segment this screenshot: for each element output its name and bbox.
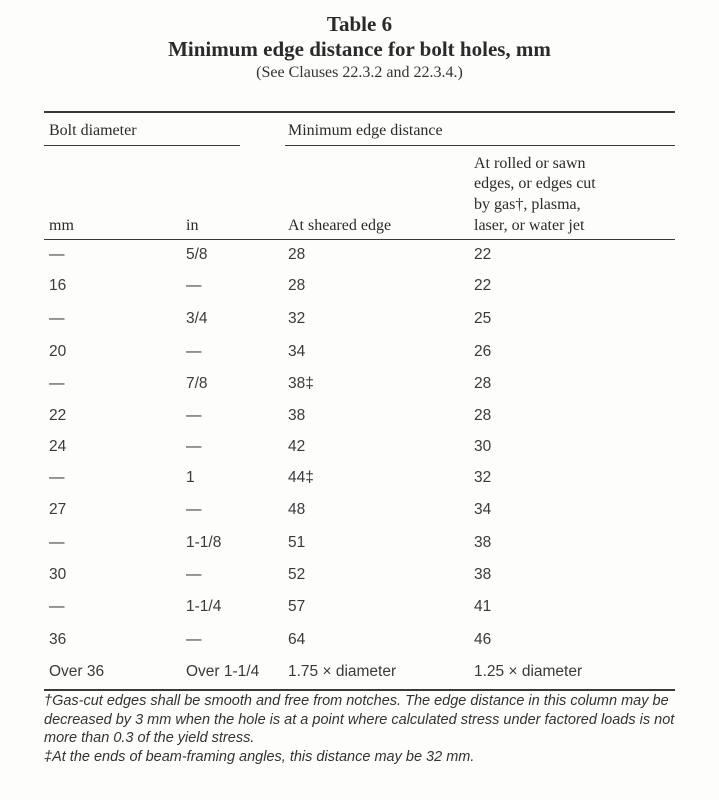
cell-sheared: 32: [288, 310, 306, 327]
cell-sheared: 52: [288, 566, 306, 583]
cell-in: 1-1/4: [186, 598, 222, 615]
cell-in: —: [186, 343, 202, 360]
cell-rolled: 38: [474, 534, 492, 551]
cell-sheared: 38‡: [288, 375, 314, 392]
header-mm: mm: [49, 217, 74, 234]
header-minimum-edge-distance: Minimum edge distance: [288, 122, 443, 139]
table-row: [0, 271, 719, 301]
cell-mm: —: [49, 469, 65, 486]
cell-in: —: [186, 277, 202, 294]
cell-mm: —: [49, 310, 65, 327]
cell-in: 1: [186, 469, 195, 486]
footnote-gas-cut: †Gas-cut edges shall be smooth and free from notches. The edge distance in this column may be decreased by 3 mm when the hole is at a point where calculated stress under factored loads is not more than 0.3 of the yield stress.: [44, 693, 675, 746]
cell-rolled: 22: [474, 246, 492, 263]
cell-rolled: 34: [474, 501, 492, 518]
cell-sheared: 64: [288, 631, 306, 648]
table-number: Table 6: [326, 12, 393, 36]
cell-in: —: [186, 438, 202, 455]
table-footnotes: [44, 692, 684, 766]
cell-rolled: 46: [474, 631, 492, 648]
header-bolt-diameter: Bolt diameter: [49, 122, 137, 139]
header-rolled-line-4: laser, or water jet: [474, 217, 585, 234]
table-row: [0, 337, 719, 367]
cell-mm: 16: [49, 277, 67, 294]
cell-sheared: 48: [288, 501, 306, 518]
cell-sheared: 1.75 × diameter: [288, 663, 397, 680]
table-row: [0, 560, 719, 590]
cell-rolled: 26: [474, 343, 492, 360]
header-rolled-line-3: by gas†, plasma,: [474, 196, 581, 213]
top-rule: [44, 111, 675, 113]
cell-sheared: 57: [288, 598, 306, 615]
header-rolled-line-2: edges, or edges cut: [474, 175, 596, 192]
table-bottom-rule: [44, 689, 675, 691]
cell-mm: —: [49, 375, 65, 392]
cell-rolled: 25: [474, 310, 492, 327]
cell-rolled: 30: [474, 438, 492, 455]
table-title: Minimum edge distance for bolt holes, mm: [168, 37, 551, 61]
table-row: [0, 369, 719, 399]
table-row: [0, 528, 719, 558]
cell-in: —: [186, 407, 202, 424]
table-row: [0, 463, 719, 493]
cell-in: 1-1/8: [186, 534, 222, 551]
cell-rolled: 28: [474, 375, 492, 392]
cell-mm: —: [49, 246, 65, 263]
table-row: [0, 304, 719, 334]
cell-in: —: [186, 631, 202, 648]
cell-in: —: [186, 566, 202, 583]
cell-in: —: [186, 501, 202, 518]
table-row: [0, 240, 719, 270]
cell-rolled: 38: [474, 566, 492, 583]
cell-mm: 30: [49, 566, 67, 583]
table-row: [0, 592, 719, 622]
header-in: in: [186, 217, 199, 234]
cell-sheared: 44‡: [288, 469, 314, 486]
cell-sheared: 51: [288, 534, 306, 551]
cell-in: 7/8: [186, 375, 208, 392]
table-title-block: [0, 12, 719, 84]
footnote-beam-framing: ‡At the ends of beam-framing angles, this distance may be 32 mm.: [44, 748, 475, 765]
clause-reference: (See Clauses 22.3.2 and 22.3.4.): [256, 64, 463, 81]
cell-mm: 36: [49, 631, 67, 648]
cell-rolled: 22: [474, 277, 492, 294]
cell-sheared: 42: [288, 438, 306, 455]
cell-rolled: 32: [474, 469, 492, 486]
cell-rolled: 1.25 × diameter: [474, 663, 583, 680]
cell-sheared: 28: [288, 246, 306, 263]
cell-rolled: 41: [474, 598, 492, 615]
cell-mm: —: [49, 598, 65, 615]
cell-sheared: 28: [288, 277, 306, 294]
cell-in: 3/4: [186, 310, 208, 327]
cell-mm: —: [49, 534, 65, 551]
cell-mm: 24: [49, 438, 67, 455]
cell-rolled: 28: [474, 407, 492, 424]
cell-mm: 20: [49, 343, 67, 360]
bolt-group-rule: [44, 145, 240, 146]
table-row: [0, 432, 719, 462]
cell-in: Over 1-1/4: [186, 663, 260, 680]
cell-in: 5/8: [186, 246, 208, 263]
cell-sheared: 38: [288, 407, 306, 424]
header-rolled-line-1: At rolled or sawn: [474, 155, 586, 172]
table-row: [0, 657, 719, 687]
cell-sheared: 34: [288, 343, 306, 360]
cell-mm: 27: [49, 501, 67, 518]
header-sheared-edge: At sheared edge: [288, 217, 392, 234]
cell-mm: Over 36: [49, 663, 105, 680]
table-row: [0, 495, 719, 525]
table-row: [0, 625, 719, 655]
cell-mm: 22: [49, 407, 67, 424]
min-group-rule: [285, 145, 675, 146]
table-row: [0, 401, 719, 431]
